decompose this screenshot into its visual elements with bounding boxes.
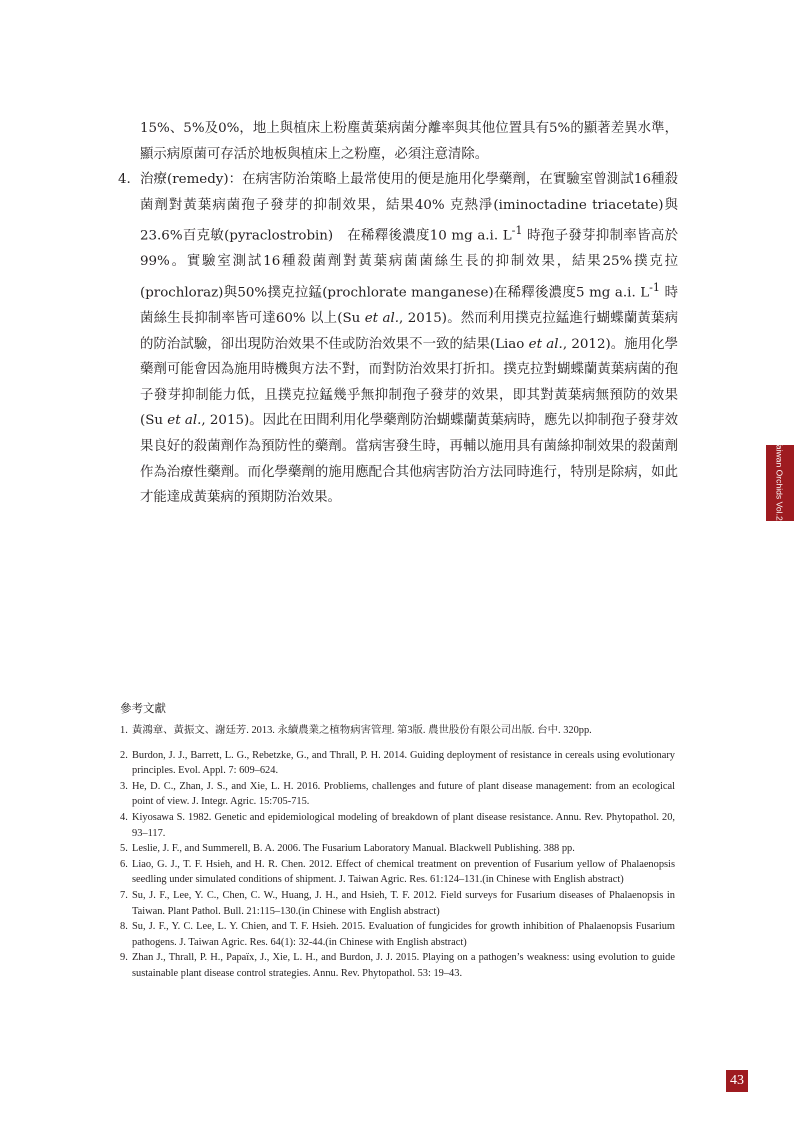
reference-number: 9. <box>120 952 128 964</box>
reference-number: 6. <box>120 858 128 870</box>
journal-side-tab <box>766 440 794 526</box>
reference-text: He, D. C., Zhan, J. S., and Xie, L. H. 2016. Probliems, challenges and future of plant disease management: from an ecological point of view. J. Integr. Agric. 15:705-715. <box>132 780 675 808</box>
reference-text: Su, J. F., Y. C. Lee, L. Y. Chien, and T. F. Hsieh. 2015. Evaluation of fungicides for growth inhibition of Phalaenopsis Fusarium pathogens. J. Taiwan Agric. Res. 64(1): 32-44.(in Chinese with English abstract) <box>132 921 675 948</box>
item-text-b: 時孢子發芽抑制率皆高於99%。實驗室測試16種殺菌劑對黃葉病菌菌絲生長的抑制效果，結果25%撲克拉(prochloraz)與50%撲克拉錳(prochlorate manganese)在稀釋後濃度5 mg a.i. L <box>140 228 678 301</box>
reference-number: 2. <box>120 749 128 761</box>
reference-item <box>120 950 675 981</box>
item-text-e: , 2012)。施用化學藥劑可能會因為施用時機與方法不對，而對防治效果打折扣。撲克拉對蝴蝶蘭黃葉病菌的孢子發芽抑制能力低，且撲克拉錳幾乎無抑制孢子發芽的效果，即其對黃葉病無預防的效果(Su <box>140 336 678 429</box>
reference-text: Burdon, J. J., Barrett, L. G., Rebetzke, G., and Thrall, P. H. 2014. Guiding deployment of resistance in cereals using evolutionary principles. Evol. Appl. 7: 609–624. <box>132 749 675 777</box>
reference-text: Su, J. F., Lee, Y. C., Chen, C. W., Huang, J. H., and Hsieh, T. F. 2012. Field surveys for Fusarium diseases of Phalaenopsis in Taiwan. Plant Pathol. Bull. 21:115–130.(in Chinese with English abstract) <box>132 889 675 917</box>
body-text <box>118 116 678 511</box>
references-heading: 參考文獻 <box>120 701 166 715</box>
superscript-unit: -1 <box>511 224 523 238</box>
reference-number: 7. <box>120 889 128 901</box>
et-al: et al. <box>528 336 563 352</box>
reference-item <box>120 810 675 841</box>
item-text-a: 治療(remedy)：在病害防治策略上最常使用的便是施用化學藥劑，在實驗室曾測試16種殺菌劑對黃葉病菌孢子發芽的抑制效果，結果40% 克熱淨(iminoctadine triacetate)與23.6%百克敏(pyraclostrobin) 在稀釋後濃度10 mg a.i. L <box>140 172 678 244</box>
reference-item <box>120 723 675 739</box>
item-text-f: , 2015)。因此在田間利用化學藥劑防治蝴蝶蘭黃葉病時，應先以抑制孢子發芽效果良好的殺菌劑作為預防性的藥劑。當病害發生時，再輔以施用具有菌絲抑制效果的殺菌劑作為治療性藥劑。而化學藥劑的施用應配合其他病害防治方法同時進行，特別是除病，如此才能達成黃葉病的預期防治效果。 <box>140 413 678 506</box>
item-text-c: 時菌絲生長抑制率皆可達60% 以上(Su <box>140 285 678 327</box>
reference-text: Zhan J., Thrall, P. H., Papaïx, J., Xie, L. H., and Burdon, J. J. 2015. Playing on a pathogen’s weakness: using evolution to guide sustainable plant disease control strategies. Annu. Rev. Phytopathol. 53: 19–43. <box>132 952 675 979</box>
continuation-paragraph: 15%、5%及0%，地上與植床上粉塵黃葉病菌分離率與其他位置具有5%的顯著差異水準，顯示病原菌可存活於地板與植床上之粉塵，必須注意清除。 <box>140 121 678 162</box>
reference-text: Kiyosawa S. 1982. Genetic and epidemiological modeling of breakdown of plant disease resistance. Annu. Rev. Phytopathol. 20, 93–117. <box>132 811 675 839</box>
item-number: 4. <box>118 172 131 188</box>
reference-number: 1. <box>120 725 128 736</box>
remedy-item <box>118 167 678 511</box>
reference-number: 4. <box>120 811 128 823</box>
reference-text: Leslie, J. F., and Summerell, B. A. 2006. The Fusarium Laboratory Manual. Blackwell Publishing. 388 pp. <box>132 843 575 855</box>
reference-number: 8. <box>120 921 128 933</box>
reference-number: 5. <box>120 843 128 855</box>
page-number: 43 <box>726 1070 748 1092</box>
reference-item <box>120 919 675 950</box>
reference-text: Liao, G. J., T. F. Hsieh, and H. R. Chen. 2012. Effect of chemical treatment on prevention of Fusarium yellow of Phalaenopsis seedling under simulated conditions of shipment. J. Taiwan Agric. Res. 61:124–131.(in Chinese with English abstract) <box>132 858 675 886</box>
item-text-d: , 2015)。然而利用撲克拉錳進行蝴蝶蘭黃葉病的防治試驗，卻出現防治效果不佳或防治效果不一致的結果(Liao <box>140 311 678 352</box>
et-al: et al. <box>167 413 202 429</box>
reference-item <box>120 841 675 857</box>
journal-title: Taiwan Orchids Vol.23 <box>775 440 785 526</box>
superscript-unit: -1 <box>649 281 661 295</box>
reference-number: 3. <box>120 780 128 792</box>
reference-item <box>120 748 675 779</box>
reference-list <box>120 723 675 982</box>
et-al: et al. <box>364 311 400 327</box>
reference-text: 黃鴻章、黃振文、謝廷芳. 2013. 永續農業之植物病害管理. 第3版. 農世股份有限公司出版. 台中. 320pp. <box>132 725 592 736</box>
reference-item <box>120 857 675 888</box>
reference-item <box>120 888 675 919</box>
reference-item <box>120 779 675 810</box>
